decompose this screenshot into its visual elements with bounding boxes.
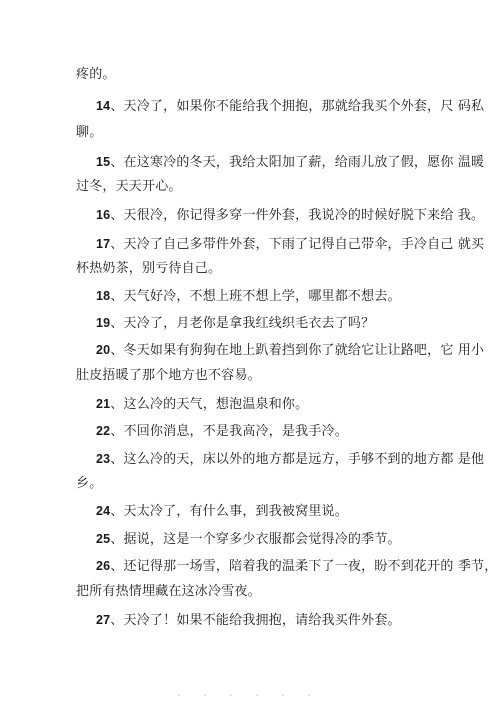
list-item-23: [96, 451, 500, 468]
dot-mark: [230, 694, 232, 696]
item-number: 15: [96, 155, 111, 169]
item-text-line1: 天冷了，月老你是拿我红线织毛衣去了吗？: [123, 316, 375, 331]
item-number: 21: [96, 397, 111, 411]
item-text-line1: 天气好冷，不想上班不想上学，哪里都不想去。: [123, 289, 401, 304]
list-item-16: [96, 207, 500, 224]
item-text-line1: 还记得那一场雪，陪着我的温柔下了一夜，盼不到花开的 季节，: [123, 559, 498, 574]
item-text-line2: 过冬，天天开心。: [76, 179, 182, 194]
item-separator: 、: [110, 289, 124, 304]
intro-tail-text: 疼的。: [76, 67, 116, 82]
item-text-line1: 天太冷了，有什么事，到我被窝里说。: [123, 504, 348, 519]
item-text-line1: 天很冷，你记得多穿一件外套，我说冷的时候好脱下来给 我。: [123, 208, 485, 223]
item-text-line2: 聊。: [76, 125, 103, 140]
item-number: 14: [96, 99, 111, 113]
item-separator: 、: [110, 316, 124, 331]
item-number: 18: [96, 289, 111, 303]
item-text-line1: 天冷了自己多带件外套，下雨了记得自己带伞，手冷自己 就买: [123, 237, 485, 252]
dot-mark: [204, 694, 206, 696]
list-item-24: [96, 503, 500, 520]
item-number: 22: [96, 424, 111, 438]
item-number: 24: [96, 504, 111, 518]
item-separator: 、: [110, 613, 124, 628]
item-separator: 、: [110, 532, 124, 547]
item-separator: 、: [110, 237, 124, 252]
dot-mark: [308, 694, 310, 696]
list-item-18: [96, 288, 500, 305]
item-text-line1: 据说，这是一个穿多少衣服都会觉得冷的季节。: [123, 532, 401, 547]
item-number: 19: [96, 316, 111, 330]
item-text-line1: 不回你消息，不是我高冷，是我手冷。: [123, 424, 348, 439]
list-item-19: [96, 315, 500, 332]
item-separator: 、: [110, 155, 124, 170]
list-item-26: [96, 558, 500, 575]
list-item-14: [96, 98, 500, 115]
item-number: 26: [96, 559, 111, 573]
item-text-line2: 杯热奶茶，别亏待自己。: [76, 261, 222, 276]
item-text-line1: 天冷了，如果你不能给我个拥抱，那就给我买个外套，尺 码私: [123, 99, 485, 114]
item-text-line2: 乡。: [76, 476, 103, 491]
page-bottom-artifact: [0, 694, 500, 700]
item-text-line1: 天冷了！如果不能给我拥抱，请给我买件外套。: [123, 613, 401, 628]
item-number: 20: [96, 343, 111, 357]
list-item-15: [96, 154, 500, 171]
item-separator: 、: [110, 208, 124, 223]
item-text-line1: 冬天如果有狗狗在地上趴着挡到你了就给它让让路吧，它 用小: [123, 343, 485, 358]
item-text-line1: 在这寒冷的冬天，我给太阳加了薪，给雨儿放了假，愿你 温暖: [123, 155, 485, 170]
item-separator: 、: [110, 99, 124, 114]
list-item-20: [96, 342, 500, 359]
item-separator: 、: [110, 504, 124, 519]
dot-mark: [282, 694, 284, 696]
list-item-17: [96, 236, 500, 253]
item-separator: 、: [110, 397, 124, 412]
item-separator: 、: [110, 343, 124, 358]
list-item-21: [96, 396, 500, 413]
list-item-22: [96, 423, 500, 440]
item-text-line2: 把所有热情埋藏在这冰冷雪夜。: [76, 584, 261, 599]
item-separator: 、: [110, 424, 124, 439]
item-number: 27: [96, 613, 111, 627]
list-item-25: [96, 531, 500, 548]
item-number: 17: [96, 237, 111, 251]
item-text-line1: 这么冷的天气，想泡温泉和你。: [123, 397, 309, 412]
dot-mark: [178, 694, 180, 696]
item-number: 16: [96, 208, 111, 222]
item-number: 25: [96, 532, 111, 546]
item-separator: 、: [110, 452, 124, 467]
item-number: 23: [96, 452, 111, 466]
dot-mark: [256, 694, 258, 696]
list-item-27: [96, 612, 500, 629]
item-text-line1: 这么冷的天，床以外的地方都是远方，手够不到的地方都 是他: [123, 452, 485, 467]
item-text-line2: 肚皮捂暖了那个地方也不容易。: [76, 368, 261, 383]
item-separator: 、: [110, 559, 124, 574]
